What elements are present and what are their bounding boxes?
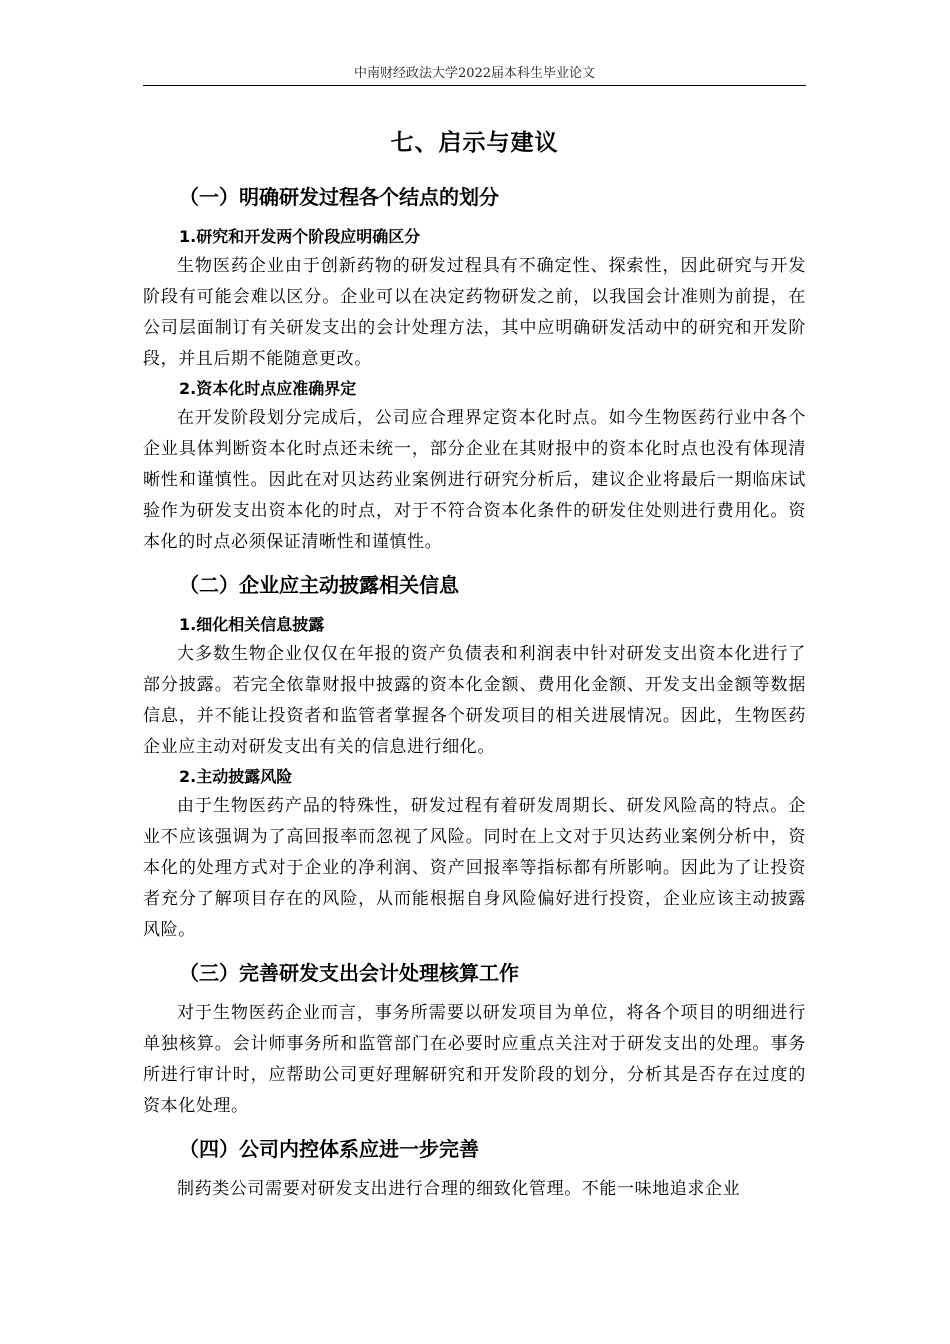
section-title-4: （四）公司内控体系应进一步完善 <box>179 1137 479 1161</box>
header-rule <box>143 85 806 86</box>
paragraph-3: 对于生物医药企业而言，事务所需要以研发项目为单位，将各个项目的明细进行单独核算。会计师事务所和监管部门在必要时应重点关注对于研发支出的处理。事务所进行审计时，应帮助公司更好理解研究和开发阶段的划分，分析其是否存在过度的资本化处理。 <box>143 1003 806 1116</box>
paragraph-1-2: 在开发阶段划分完成后，公司应合理界定资本化时点。如今生物医药行业中各个企业具体判断资本化时点还未统一，部分企业在其财报中的资本化时点也没有体现清晰性和谨慎性。因此在对贝达药业案例进行研究分析后，建议企业将最后一期临床试验作为研发支出资本化的时点，对于不符合资本化条件的研发住处则进行费用化。资本化的时点必须保证清晰性和谨慎性。 <box>143 408 806 552</box>
paragraph-2-1: 大多数生物企业仅仅在年报的资产负债表和利润表中针对研发支出资本化进行了部分披露。若完全依靠财报中披露的资本化金额、费用化金额、开发支出金额等数据信息，并不能让投资者和监管者掌握各个研发项目的相关进展情况。因此，生物医药企业应主动对研发支出有关的信息进行细化。 <box>143 644 806 757</box>
section-title-2: （二）企业应主动披露相关信息 <box>179 573 459 597</box>
section-title-3: （三）完善研发支出会计处理核算工作 <box>179 961 519 985</box>
subsection-title-2-2: 2.主动披露风险 <box>179 767 293 786</box>
subsection-title-2-1: 1.细化相关信息披露 <box>179 615 325 634</box>
chapter-title: 七、启示与建议 <box>390 130 559 156</box>
page-content <box>143 100 806 1205</box>
paragraph-1-1: 生物医药企业由于创新药物的研发过程具有不确定性、探索性，因此研究与开发阶段有可能会难以区分。企业可以在决定药物研发之前，以我国会计准则为前提，在公司层面制订有关研发支出的会计处理方法，其中应明确研发活动中的研究和开发阶段，并且后期不能随意更改。 <box>143 256 806 369</box>
paragraph-4: 制药类公司需要对研发支出进行合理的细致化管理。不能一味地追求企业 <box>177 1179 741 1199</box>
section-title-1: （一）明确研发过程各个结点的划分 <box>179 185 499 209</box>
subsection-title-1-1: 1.研究和开发两个阶段应明确区分 <box>179 227 421 246</box>
paragraph-2-2: 由于生物医药产品的特殊性，研发过程有着研发周期长、研发风险高的特点。企业不应该强调为了高回报率而忽视了风险。同时在上文对于贝达药业案例分析中，资本化的处理方式对于企业的净利润、资产回报率等指标都有所影响。因此为了让投资者充分了解项目存在的风险，从而能根据自身风险偏好进行投资，企业应该主动披露风险。 <box>143 796 806 940</box>
subsection-title-1-2: 2.资本化时点应准确界定 <box>179 379 357 398</box>
running-header: 中南财经政法大学2022届本科生毕业论文 <box>353 66 596 81</box>
